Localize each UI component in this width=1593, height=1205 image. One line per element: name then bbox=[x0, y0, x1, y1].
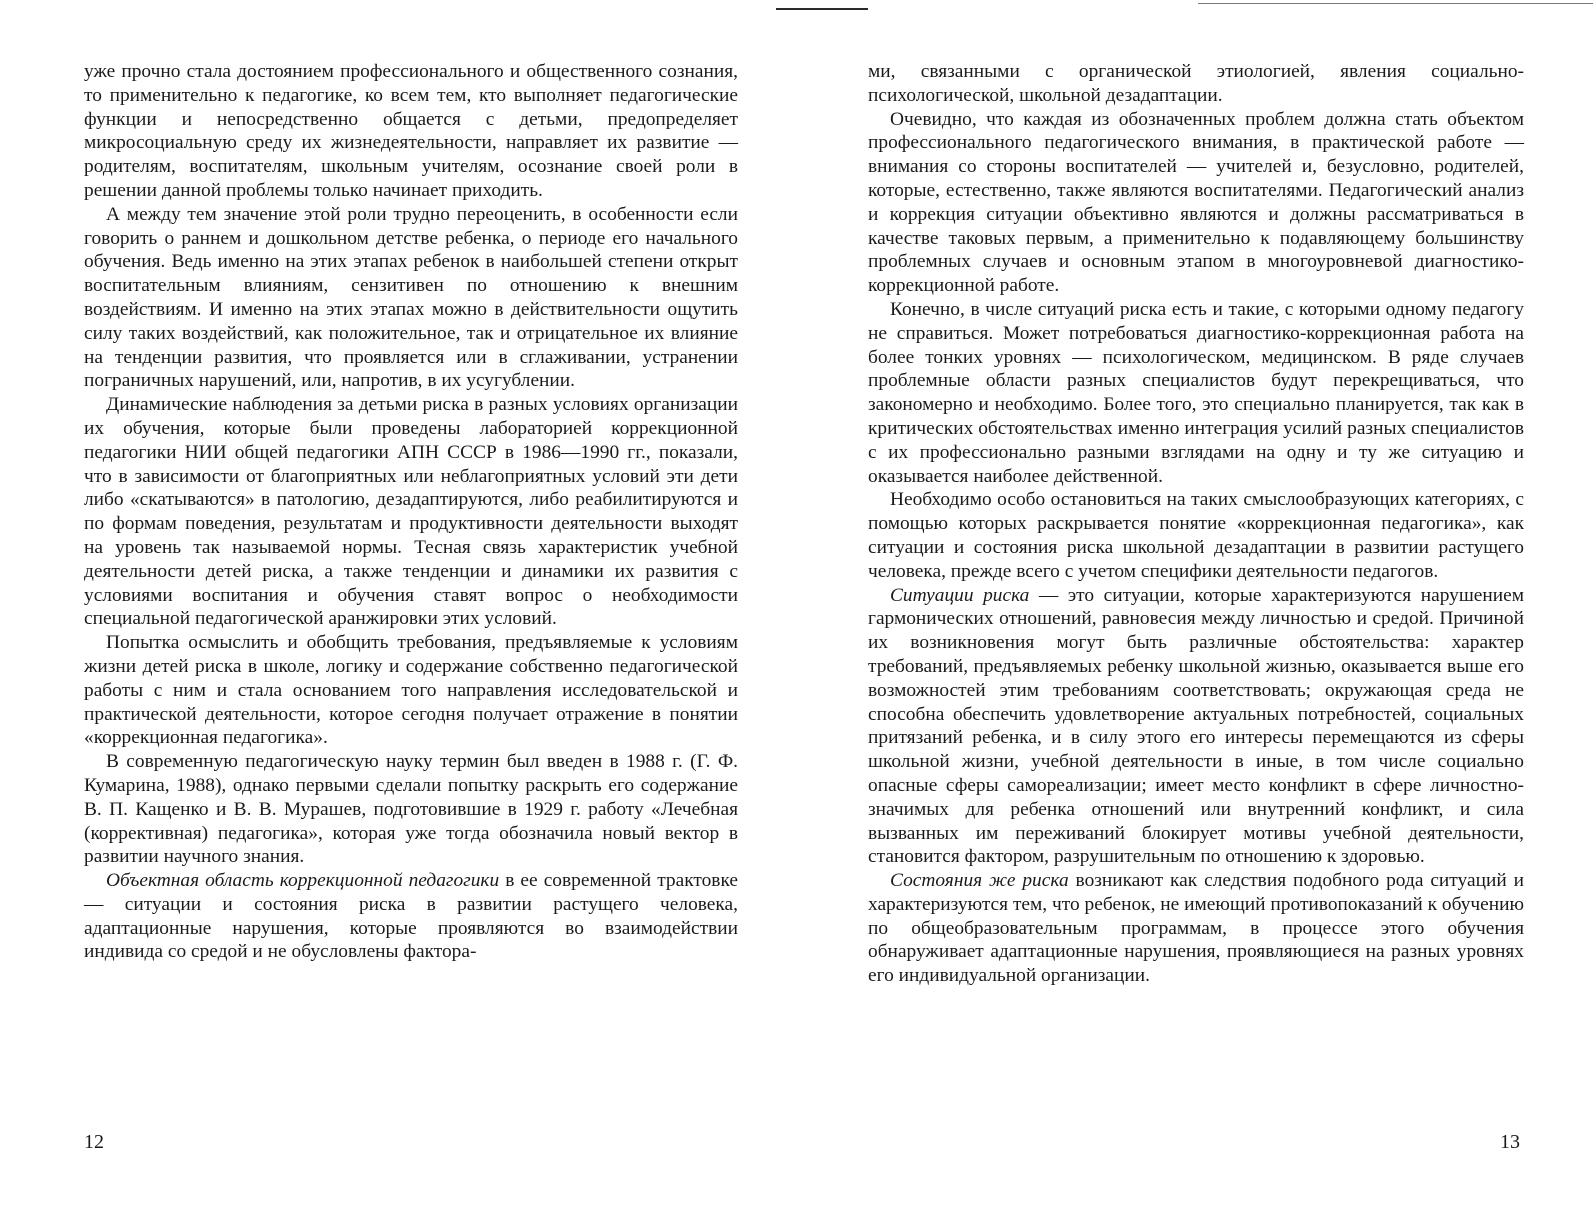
left-page bbox=[84, 60, 738, 964]
left-page-text bbox=[84, 60, 738, 964]
paragraph: Попытка осмыслить и обобщить требования, предъявляемые к условиям жизни детей риска в школе, логику и содержание собственно педагогической работы с ним и стала основанием того направления исследовательской и практической деятельности, которое сегодня получает отражение в понятии «коррекционная педагогика». bbox=[84, 632, 738, 749]
page-number: 13 bbox=[1500, 1131, 1520, 1153]
paragraph: ми, связанными с органической этиологией, явления социально-психологической, школьной дезадаптации. bbox=[868, 61, 1524, 106]
paragraph: Необходимо особо остановиться на таких смыслообразующих категориях, с помощью которых раскрывается понятие «коррекционная педагогика», как ситуации и состояния риска школьной дезадаптации в развитии растущего человека, прежде всего с учетом специфики деятельности педагогов. bbox=[868, 489, 1524, 582]
paragraph: Ситуации риска — это ситуации, которые характеризуются нарушением гармонических отношений, равновесия между личностью и средой. Причиной их возникновения могут быть различные обстоятельства: характер требований, предъявляемых ребенку школьной жизнью, оказывается выше его возможностей этим требованиям соответствовать; окружающая среда не способна обеспечить удовлетворение актуальных потребностей, социальных притязаний ребенка, и в силу этого его интересы перемещаются из сферы школьной жизни, учебной деятельности в иные, в том числе социально опасные сферы самореализации; имеет место конфликт в сфере личностно-значимых для ребенка отношений или внутренний конфликт, и сила вызванных им переживаний блокирует мотивы учебной деятельности, становится фактором, разрушительным по отношению к здоровью. bbox=[868, 584, 1524, 868]
paragraph: Объектная область коррекционной педагогики в ее современной трактовке — ситуации и состояния риска в развитии растущего человека, адаптационные нарушения, которые проявляются во взаимодействии индивида со средой и не обусловлены фактора- bbox=[84, 870, 738, 963]
right-page-text bbox=[868, 60, 1524, 988]
scan-edge-line bbox=[776, 8, 868, 10]
right-page bbox=[868, 60, 1524, 988]
paragraph: Очевидно, что каждая из обозначенных проблем должна стать объектом профессионального педагогического внимания, в практической работе — внимания со стороны воспитателей — учителей и, безусловно, родителей, которые, естественно, также являются воспитателями. Педагогический анализ и коррекция ситуации объективно являются и должны рассматриваться в качестве таковых первым, а применительно к подавляющему большинству проблемных случаев и основным этапом в многоуровневой диагностико-коррекционной работе. bbox=[868, 108, 1524, 297]
paragraph: В современную педагогическую науку термин был введен в 1988 г. (Г. Ф. Кумарина, 1988), однако первыми сделали попытку раскрыть его содержание В. П. Кащенко и В. В. Мурашев, подготовившие в 1929 г. работу «Лечебная (коррективная) педагогика», которая уже тогда обозначила новый вектор в развитии научного знания. bbox=[84, 751, 738, 868]
paragraph: Динамические наблюдения за детьми риска в разных условиях организации их обучения, которые были проведены лабораторией коррекционной педагогики НИИ общей педагогики АПН СССР в 1986—1990 гг., показали, что в зависимости от благоприятных или неблагоприятных условий эти дети либо «скатываются» в патологию, дезадаптируются, либо реабилитируются и по формам поведения, результатам и продуктивности деятельности выходят на уровень так называемой нормы. Тесная связь характеристик учебной деятельности детей риска, а также тенденции и динамики их развития с условиями воспитания и обучения ставят вопрос о необходимости специальной педагогической аранжировки этих условий. bbox=[84, 394, 738, 630]
paragraph: уже прочно стала достоянием профессионального и общественного сознания, то применительно к педагогике, ко всем тем, кто выполняет педагогические функции и непосредственно общается с детьми, предопределяет микросоциальную среду их жизнедеятельности, направляет их развитие — родителям, воспитателям, школьным учителям, осознание своей роли в решении данной проблемы только начинает приходить. bbox=[84, 61, 738, 201]
scan-edge-line bbox=[1198, 3, 1593, 4]
paragraph: Состояния же риска возникают как следствия подобного рода ситуаций и характеризуются тем, что ребенок, не имеющий противопоказаний к обучению по общеобразовательным программам, в процессе этого обучения обнаруживает адаптационные нарушения, проявляющиеся на разных уровнях его индивидуальной организации. bbox=[868, 870, 1524, 987]
page-number: 12 bbox=[84, 1131, 104, 1153]
italic-term: Состояния же риска bbox=[890, 870, 1069, 892]
italic-term: Ситуации риска bbox=[890, 584, 1030, 606]
italic-term: Объектная область коррекционной педагогики bbox=[106, 870, 500, 892]
paragraph: А между тем значение этой роли трудно переоценить, в особенности если говорить о раннем и дошкольном детстве ребенка, о периоде его начального обучения. Ведь именно на этих этапах ребенок в наибольшей степени открыт воспитательным влияниям, сензитивен по отношению к внешним воздействиям. И именно на этих этапах можно в действительности ощутить силу таких воздействий, как положительное, так и отрицательное их влияние на тенденции развития, что проявляется или в сглаживании, устранении пограничных нарушений, или, напротив, в их усугублении. bbox=[84, 203, 738, 392]
paragraph: Конечно, в числе ситуаций риска есть и такие, с которыми одному педагогу не справиться. Может потребоваться диагностико-коррекционная работа на более тонких уровнях — психологическом, медицинском. В ряде случаев проблемные области разных специалистов будут перекрещиваться, что закономерно и необходимо. Более того, это специально планируется, так как в критических обстоятельствах именно интеграция усилий разных специалистов с их профессионально разными взглядами на одну и ту же ситуацию и оказывается наиболее действенной. bbox=[868, 298, 1524, 487]
